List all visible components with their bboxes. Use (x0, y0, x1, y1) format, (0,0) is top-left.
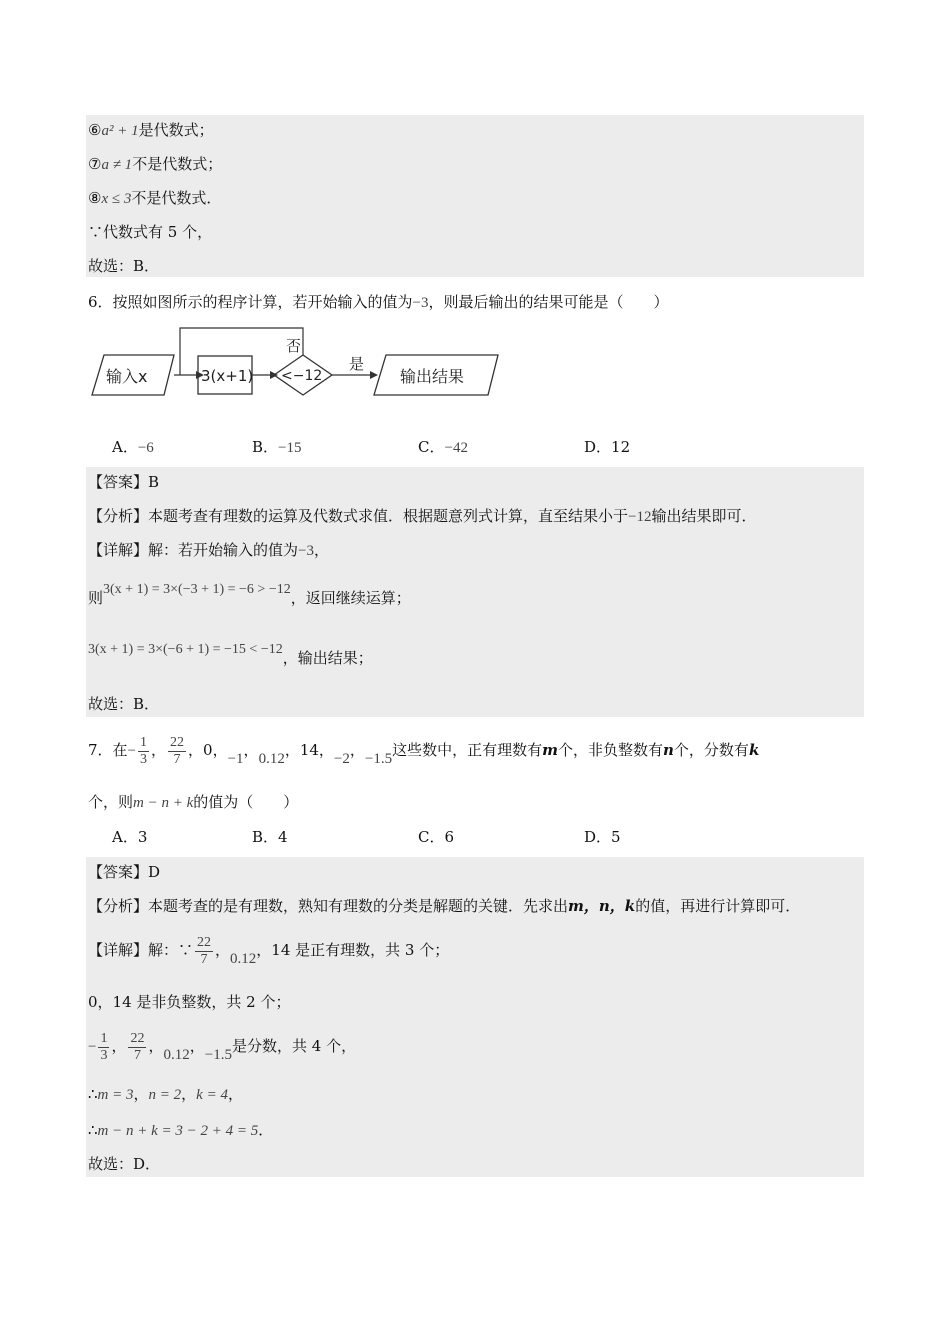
q7-result-2: ∴m − n + k = 3 − 2 + 4 = 5． (88, 1121, 274, 1139)
q6-option-b[interactable]: B．−15 (252, 438, 302, 456)
no-label: 否 (286, 337, 302, 355)
q7-fractions: − $\frac{1}{3}$ ， $\frac{22}{7}$ ，0.12，−1.5是分数，共 4 个， (88, 1030, 357, 1063)
q6-step-2: 3(x + 1) = 3×(−6 + 1) = −15 < −12，输出结果； (88, 642, 373, 667)
q6-answer: 【答案】B (88, 473, 160, 491)
fr-frac-22-7: $\frac{22}{7}$ (130, 1030, 145, 1063)
q5-therefore: ∵代数式有 5 个， (88, 223, 213, 241)
math-x-le-3: x ≤ 3 (101, 191, 132, 207)
input-label: 输入x (106, 367, 148, 386)
q6-flowchart (88, 325, 508, 400)
q6-choose: 故选：B． (88, 695, 160, 713)
q7-choose: 故选：D． (88, 1155, 161, 1173)
process-label: 3(x+1) (201, 367, 254, 385)
math-a2-plus-1: a² + 1 (101, 123, 139, 139)
q7-analysis: 【分析】本题考查的是有理数，熟知有理数的分类是解题的关键．先求出m，n，k的值，再进行计算即可． (88, 897, 801, 915)
q7-option-c[interactable]: C．6 (418, 828, 455, 846)
q7-detail: 【详解】解：∵ $\frac{22}{7}$ ，0.12，14 是正有理数，共 3 个； (88, 934, 450, 967)
line-8: ⑧x ≤ 3不是代数式． (88, 189, 222, 207)
detail-frac-22-7: $\frac{22}{7}$ (197, 934, 212, 967)
q7-answer: 【答案】D (88, 863, 161, 881)
q6-detail: 【详解】解：若开始输入的值为−3， (88, 541, 330, 559)
q7-frac-22-7: $\frac{22}{7}$ (170, 734, 185, 767)
math-a-neq-1: a ≠ 1 (101, 157, 133, 173)
fr-frac-1-3: $\frac{1}{3}$ (100, 1030, 108, 1063)
q7-option-b[interactable]: B．4 (252, 828, 288, 846)
output-label: 输出结果 (400, 367, 465, 386)
q7-stem-line-1: 7．在− $\frac{1}{3}$ ， $\frac{22}{7}$ ，0，−1，0.12，14，−2，−1.5这些数中，正有理数有m个，非负整数有n个，分数有k (88, 734, 760, 767)
yes-label: 是 (349, 355, 365, 373)
q7-frac-1-3: $\frac{1}{3}$ (140, 734, 148, 767)
q6-stem: 6．按照如图所示的程序计算，若开始输入的值为−3，则最后输出的结果可能是（ ） (88, 293, 669, 311)
q7-stem-line-2: 个，则m − n + k的值为（ ） (88, 793, 299, 811)
q6-step-1: 则3(x + 1) = 3×(−3 + 1) = −6 > −12，返回继续运算； (88, 582, 411, 607)
q7-nonneg: 0，14 是非负整数，共 2 个； (88, 993, 291, 1011)
q6-analysis: 【分析】本题考查有理数的运算及代数式求值．根据题意列式计算，直至结果小于−12输出结果即可． (88, 507, 757, 525)
q6-option-d[interactable]: D．12 (584, 438, 631, 456)
q7-result-1: ∴m = 3，n = 2，k = 4， (88, 1085, 243, 1103)
q6-option-a[interactable]: A．−6 (112, 438, 154, 456)
line-6: ⑥a² + 1是代数式； (88, 121, 214, 139)
line-7: ⑦a ≠ 1不是代数式； (88, 155, 223, 173)
q7-option-a[interactable]: A．3 (112, 828, 148, 846)
condition-label: <−12 (281, 368, 323, 384)
q5-choose: 故选：B． (88, 257, 160, 275)
q6-option-c[interactable]: C．−42 (418, 438, 468, 456)
q7-option-d[interactable]: D．5 (584, 828, 621, 846)
